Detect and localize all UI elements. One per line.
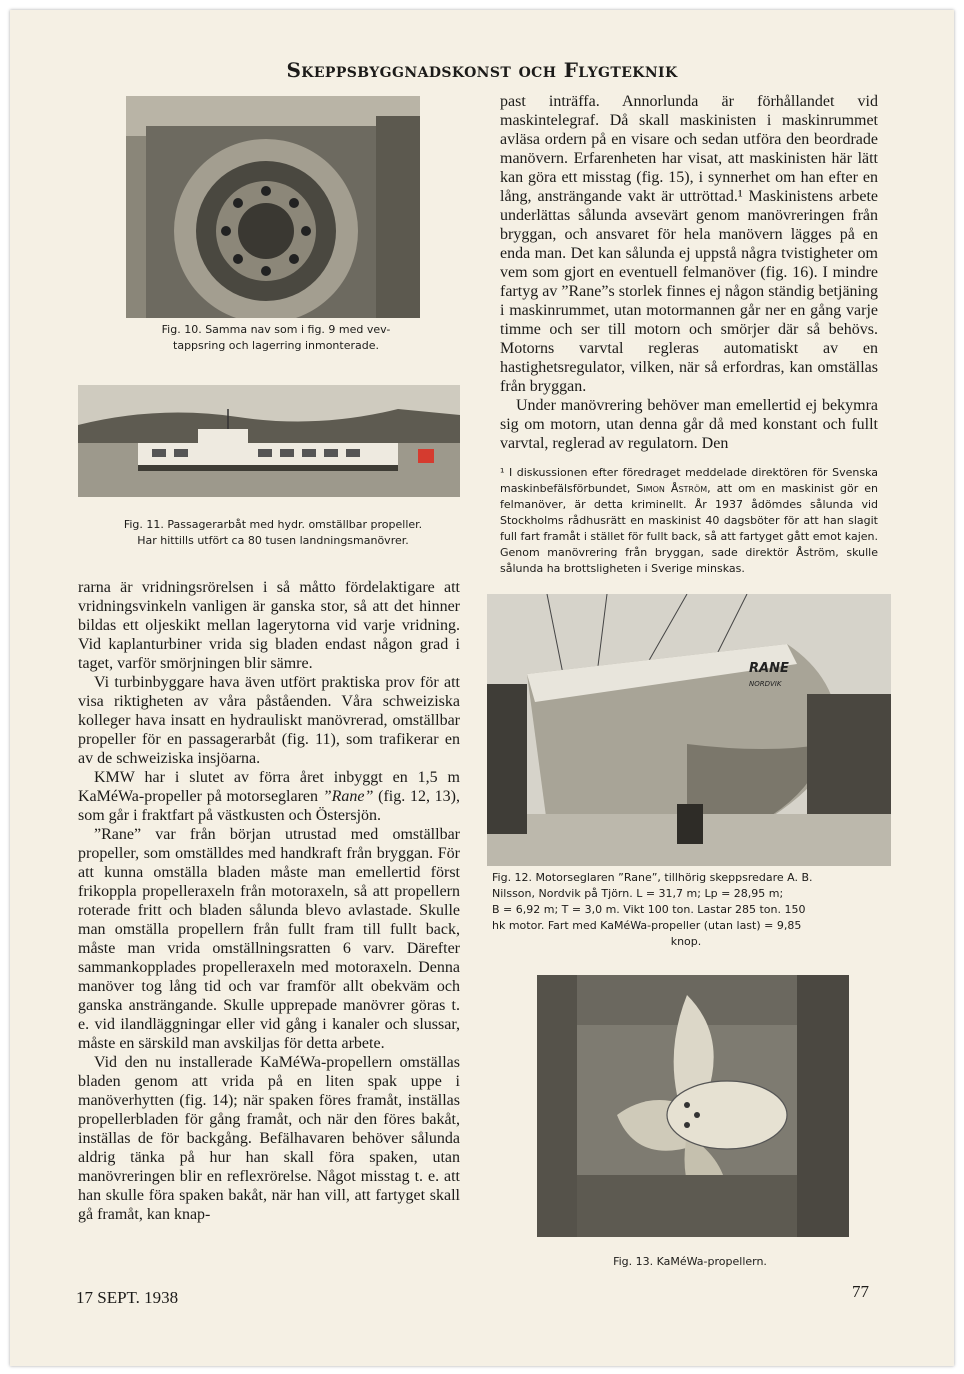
fig10-photo [126,96,420,318]
fig13-photo [537,975,849,1237]
left-column [78,578,460,1224]
left-paragraph-4: ”Rane” var från början utrustad med omställbar propeller, som omställdes med handkraft från bryggan. För att kunna omställa bladen måste man emellertid först frikoppla propelleraxeln från motoraxeln, så att propellern roterade fritt och bladen sålunda blevo avlastade. Skulle man omställa propellern från fullt fram till fullt back, måste man vrida omställningsratten 6 varv. Därefter sammankopplades propelleraxeln med motoraxeln. Denna manöver tog lång tid och var framför allt obekväm och ganska ansträngande. Skulle upprepade manövrer göras t. e. vid ilandläggningar eller vid gång i kanaler och slussar, måste en särskild man avskiljas för detta arbete. [78,826,460,1052]
hull-name-text: RANE [749,661,789,676]
fig12-caption-line-1: Fig. 12. Motorseglaren ”Rane”, tillhörig skeppsredare A. B. [492,871,813,884]
running-title: Skeppsbyggnadskonst och Flygteknik [286,58,678,82]
hull-port-text: NORDVIK [749,680,782,688]
footnote-start: ¹ I diskussionen efter föredraget meddelade direktören för Svenska maskinbefälsförbundet, [500,466,878,495]
fig12-caption-line-2: Nilsson, Nordvik på Tjörn. L = 31,7 m; Lp = 28,95 m; [492,887,784,900]
footnote-name: Simon Åström [636,482,708,495]
issue-date: 17 SEPT. 1938 [76,1288,179,1307]
fig11-caption-line-1: Fig. 11. Passagerarbåt med hydr. omställbar propeller. [123,518,423,531]
left-paragraph-3-end: (fig. 12, 13), som går i fraktfart på västkusten och Östersjön. [78,788,460,824]
fig12-caption-line-3: B = 6,92 m; T = 3,0 m. Vikt 100 ton. Lastar 285 ton. 150 [492,903,806,916]
journal-page [10,10,954,1366]
fig12-caption [492,870,880,950]
fig10-caption-line-2: tappsring och lagerring inmonterade. [173,339,379,352]
left-paragraph-1: rarna är vridningsrörelsen i så måtto fördelaktigare att vridningsvinkeln vanligen är ganska stor, så att det hinner bildas ett oljeskikt mellan lagerytorna vid varje vridning. Vid kaplanturbiner vrida sig bladen endast någon grad i taget, varför smörjningen blir sämre. [78,579,460,672]
fig12-caption-line-5: knop. [670,935,702,948]
left-paragraph-3 [78,768,460,825]
fig11-caption-line-2: Har hittills utfört ca 80 tusen landningsmanövrer. [137,534,409,547]
hub-image [126,96,420,318]
fig12-photo [487,594,891,866]
passenger-boat-image [78,385,460,497]
fig11-caption [78,517,468,549]
left-paragraph-3-start: KMW har i slutet av förra året inbyggt en 1,5 m KaMéWa-propeller på motorseglaren [78,769,460,805]
footnote [500,465,878,577]
left-paragraph-5: Vid den nu installerade KaMéWa-propellern omställas bladen genom att vrida på en liten spak uppe i manöverhytten (fig. 14); när spaken föres framåt, inställas propellerbladen för gång framåt, och när den föres bakåt, inställas de för backgång. Befälhavaren behöver sålunda aldrig tänka på hur han skall föra spaken, utan manövreringen blir en reflexrörelse. Något misstag t. e. att han skulle föra spaken bakåt, när han vill, att fartyget skall gå framåt, kan knap- [78,1054,460,1223]
footnote-end: , att om en maskinist gör en felmanöver, är detta kriminellt. År 1937 ådömdes sålunda vid Stockholms rådhusrätt en maskinist 40 dagsböter för att han slagit full fart framåt i stället för fullt back, så att fartyget gått emot kajen. Genom manövrering från bryggan, sade direktör Åström, skulle sålunda ha brottsligheten i Sverige minskas. [500,482,878,575]
fig10-caption [126,322,426,354]
ship-rane-image [487,594,891,866]
right-column [500,92,878,453]
fig11-photo [78,385,460,497]
fig12-caption-line-4: hk motor. Fart med KaMéWa-propeller (utan last) = 9,85 [492,919,802,932]
page-number: 77 [852,1282,869,1301]
right-paragraph-2: Under manövrering behöver man emellertid ej bekymra sig om motorn, utan denna går då med konstant och fullt varvtal, reglerad av regulatorn. Den [500,397,878,452]
vessel-name-italic: ”Rane” [322,788,374,805]
kamewa-propeller-image [537,975,849,1237]
fig13-caption: Fig. 13. KaMéWa-propellern. [613,1255,767,1268]
right-paragraph-1: past inträffa. Annorlunda är förhållandet vid maskintelegraf. Då skall maskinisten i maskinrummet avläsa ordern på en visare och sedan utföra den beordrade manövern. Erfarenheten har visat, att maskinisten här lätt kan göra ett misstag (fig. 15), i synnerhet om han efter en lång, ansträngande vakt är uttröttad.¹ Maskinistens arbete underlättas sålunda avsevärt genom manövreringen från bryggan, och ansvaret för hela manövern lägges på en enda man. Det kan sålunda ej uppstå några tvistigheter om vem som gjort en eventuell felmanöver (fig. 16). I mindre fartyg av ”Rane”s storlek finnes ej någon ständig betjäning i maskinrummet, utan motormannen går ner en gång varje timme och ser till motorn och smörjer där så behövs. Motorns varvtal regleras automatiskt av en hastighetsregulator, vilken, när så erfordras, kan omställas från bryggan. [500,93,878,395]
fig10-caption-line-1: Fig. 10. Samma nav som i fig. 9 med vev- [161,323,391,336]
left-paragraph-2: Vi turbinbyggare hava även utfört praktiska prov för att visa riktigheten av våra påståenden. Våra schweiziska kolleger hava insatt en hydrauliskt manövrerad, omställbar propeller för en passagerarbåt (fig. 11), som trafikerar en av de schweiziska insjöarna. [78,674,460,767]
